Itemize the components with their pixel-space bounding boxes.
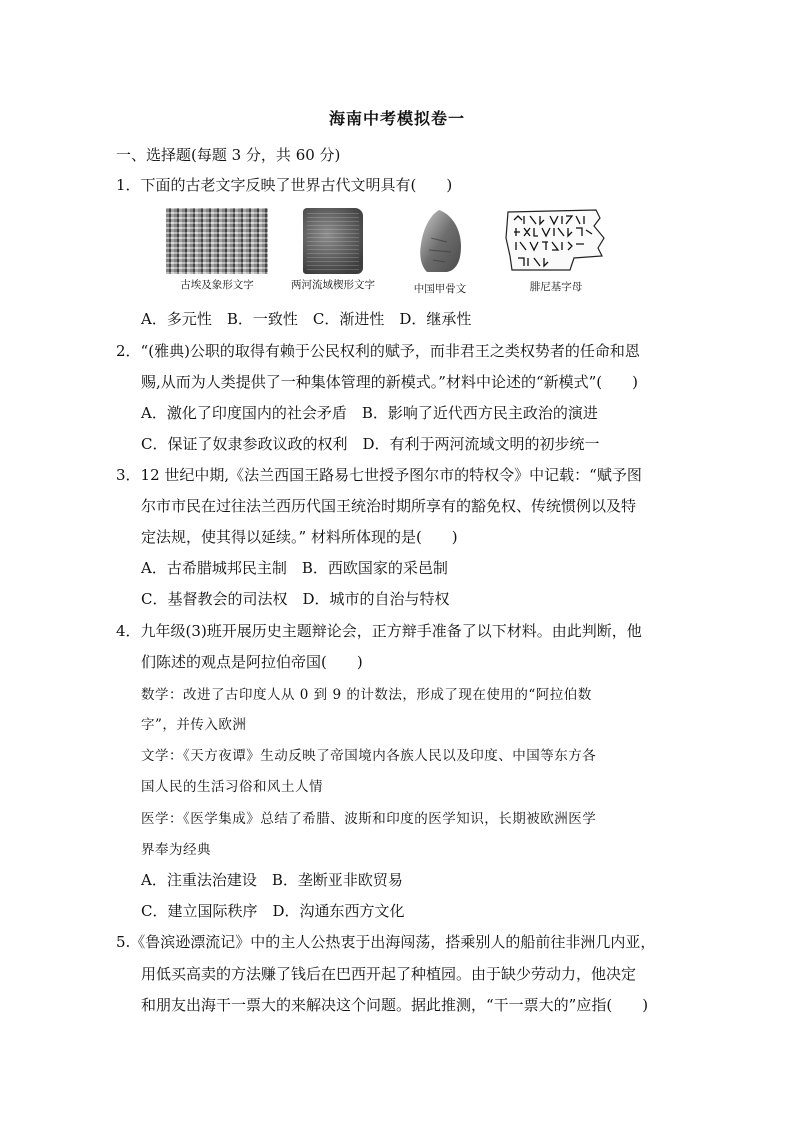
- question-1-figures: [160, 208, 620, 298]
- material-math-line-1: 数学：改进了古印度人从 0 到 9 的计数法，形成了现在使用的“阿拉伯数: [141, 687, 592, 703]
- cuneiform-tablet-image: [303, 208, 363, 274]
- question-2-line-2: 赐,从而为人类提供了一种集体管理的新模式。”材料中论述的“新模式”( ): [141, 373, 638, 391]
- material-literature-line-2: 国人民的生活习俗和风土人情: [141, 779, 323, 795]
- question-5-line-2: 用低买高卖的方法赚了钱后在巴西开起了种植园。由于缺少劳动力，他决定: [141, 965, 637, 983]
- figure-cuneiform: [278, 208, 388, 292]
- material-medicine-line-1: 医学：《医学集成》总结了希腊、波斯和印度的医学知识，长期被欧洲医学: [141, 811, 597, 827]
- figure-caption: 腓尼基字母: [529, 281, 583, 293]
- material-medicine-line-2: 界奉为经典: [141, 842, 211, 858]
- phoenician-alphabet-image: [504, 208, 608, 272]
- material-literature-line-1: 文学：《天方夜谭》生动反映了帝国境内各族人民以及印度、中国等东方各: [141, 748, 597, 764]
- material-math-line-2: 字”，并传入欧洲: [141, 717, 247, 733]
- question-3-options-1: A．古希腊城邦民主制 B．西欧国家的采邑制: [141, 559, 448, 577]
- question-5-line-3: 和朋友出海干一票大的来解决这个问题。据此推测，“干一票大的”应指( ): [141, 996, 649, 1014]
- figure-oracle-bone: [400, 208, 480, 296]
- figure-caption: 两河流域楔形文字: [291, 279, 375, 291]
- question-3-line-1: 3．12 世纪中期,《法兰西国王路易七世授予图尔市的特权令》中记载：“赋予图: [116, 466, 642, 484]
- question-3-line-3: 定法规，使其得以延续。” 材料所体现的是( ): [141, 528, 458, 546]
- question-2-line-1: 2．“(雅典)公职的取得有赖于公民权利的赋予，而非君王之类权势者的任命和恩: [116, 342, 640, 360]
- hieroglyph-image: [166, 208, 268, 274]
- question-2-options-2: C．保证了奴隶参政议政的权利 D．有利于两河流域文明的初步统一: [141, 435, 600, 453]
- figure-hieroglyph: [162, 208, 272, 292]
- question-4-options-2: C．建立国际秩序 D．沟通东西方文化: [141, 902, 405, 920]
- oracle-bone-image: [417, 208, 463, 274]
- question-3-options-2: C．基督教会的司法权 D．城市的自治与特权: [141, 590, 450, 608]
- question-3-line-2: 尔市市民在过往法兰西历代国王统治时期所享有的豁免权、传统惯例以及特: [141, 497, 637, 515]
- figure-caption: 古埃及象形文字: [180, 279, 254, 291]
- page-title: 海南中考模拟卷一: [328, 109, 465, 128]
- question-4-line-1: 4．九年级(3)班开展历史主题辩论会，正方辩手准备了以下材料。由此判断，他: [116, 622, 642, 640]
- section-heading: 一、选择题(每题 3 分，共 60 分): [116, 146, 341, 164]
- question-2-options-1: A．激化了印度国内的社会矛盾 B．影响了近代西方民主政治的演进: [141, 404, 598, 422]
- question-1-stem: 1．下面的古老文字反映了世界古代文明具有( ): [116, 176, 453, 194]
- question-4-line-2: 们陈述的观点是阿拉伯帝国( ): [141, 653, 363, 671]
- figure-phoenician: [496, 208, 616, 294]
- question-4-options-1: A．注重法治建设 B．垄断亚非欧贸易: [141, 871, 403, 889]
- question-1-options: A．多元性 B．一致性 C．渐进性 D．继承性: [141, 310, 472, 328]
- question-5-line-1: 5.《鲁滨逊漂流记》中的主人公热衷于出海闯荡，搭乘别人的船前往非洲几内亚，: [116, 933, 656, 951]
- figure-caption: 中国甲骨文: [413, 283, 467, 295]
